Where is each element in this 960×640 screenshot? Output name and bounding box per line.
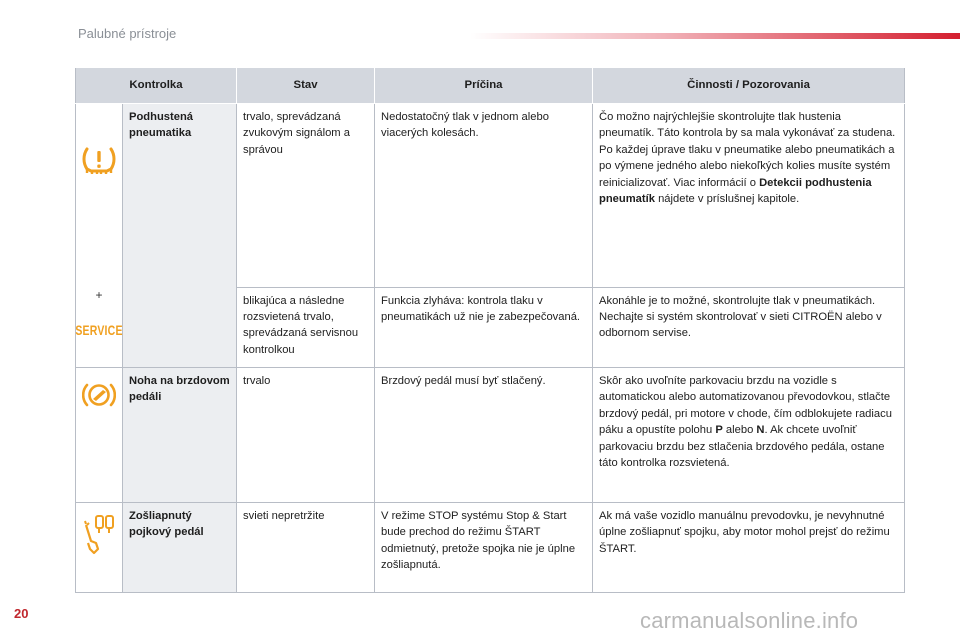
cause-cell: V režime STOP systému Stop & Start bude prechod do režimu ŠTART odmietnutý, pretože spojka nie je úplne zošliapnutá.: [375, 503, 593, 593]
state-cell: trvalo: [237, 368, 375, 503]
column-header-kontrolka: Kontrolka: [76, 68, 237, 104]
column-header-stav: Stav: [237, 68, 375, 104]
column-header-pricina: Príčina: [375, 68, 593, 104]
foot-on-brake-icon: [82, 380, 116, 410]
gear-n-label: N: [756, 424, 765, 437]
tyre-pressure-warning-icon: [82, 145, 116, 175]
page-header-title: Palubné prístroje: [78, 26, 177, 41]
cause-cell: Funkcia zlyháva: kontrola tlaku v pneumatikách už nie je zabezpečovaná.: [375, 287, 593, 367]
header-accent-line: [470, 33, 960, 39]
action-text-mid: alebo: [722, 424, 757, 437]
table-row: [76, 368, 905, 503]
icon-cell-tyre: [76, 104, 123, 368]
clutch-pedal-icon: [82, 513, 116, 555]
state-cell: svieti nepretržite: [237, 503, 375, 593]
icon-cell-brake: [76, 368, 123, 503]
cause-cell: Nedostatočný tlak v jednom alebo viacerých kolesách.: [375, 104, 593, 288]
state-cell: trvalo, sprevádzaná zvukovým signálom a správou: [237, 104, 375, 288]
table-header-row: [76, 68, 905, 104]
icon-cell-clutch: [76, 503, 123, 593]
cause-cell: Brzdový pedál musí byť stlačený.: [375, 368, 593, 503]
warning-lights-table: [75, 68, 905, 593]
column-header-cinnosti: Činnosti / Pozorovania: [593, 68, 905, 104]
action-cell: [593, 104, 905, 288]
action-text: Čo možno najrýchlejšie skontrolujte tlak hustenia pneumatík. Táto kontrola by sa mala vykonávať za studena. Po každej úprave tlaku v pneumatike alebo pneumatikách a po výmene jedného alebo niekoľkých kolies musíte systém reinicializovať. Viac informácií o: [599, 111, 896, 189]
action-bold-text: Detekcii podhustenia pneumatík: [599, 176, 872, 206]
action-cell: [593, 368, 905, 503]
table-row: [76, 503, 905, 593]
watermark: carmanualsonline.info: [640, 608, 859, 633]
plus-sign: +: [95, 288, 103, 302]
service-icon: SERVICE: [75, 322, 123, 340]
table-row: [76, 104, 905, 288]
action-text-end: nájdete v príslušnej kapitole.: [654, 193, 800, 206]
gear-p-label: P: [715, 424, 723, 437]
action-cell: Ak má vaše vozidlo manuálnu prevodovku, je nevyhnutné úplne zošliapnuť spojku, aby motor mohol prejsť do režimu ŠTART.: [593, 503, 905, 593]
action-cell: Akonáhle je to možné, skontrolujte tlak v pneumatikách. Nechajte si systém skontrolovať v sieti CITROËN alebo v odbornom servise.: [593, 287, 905, 367]
warning-name: Zošliapnutý pojkový pedál: [123, 503, 237, 593]
state-cell: blikajúca a následne rozsvietená trvalo, sprevádzaná servisnou kontrolkou: [237, 287, 375, 367]
action-text: Skôr ako uvoľníte parkovaciu brzdu na vozidle s automatickou alebo automatizovanou převodovkou, stlačte brzdový pedál, pri motore v chode, čím odblokujete radiacu páku a opustíte polohu: [599, 375, 892, 437]
action-text-end: . Ak chcete uvoľniť parkovaciu brzdu bez stlačenia brzdového pedála, ostane táto kontrolka rozsvietená.: [599, 424, 885, 470]
page-number: 20: [14, 606, 29, 621]
warning-name: Podhustená pneumatika: [123, 104, 237, 368]
warning-name: Noha na brzdovom pedáli: [123, 368, 237, 503]
